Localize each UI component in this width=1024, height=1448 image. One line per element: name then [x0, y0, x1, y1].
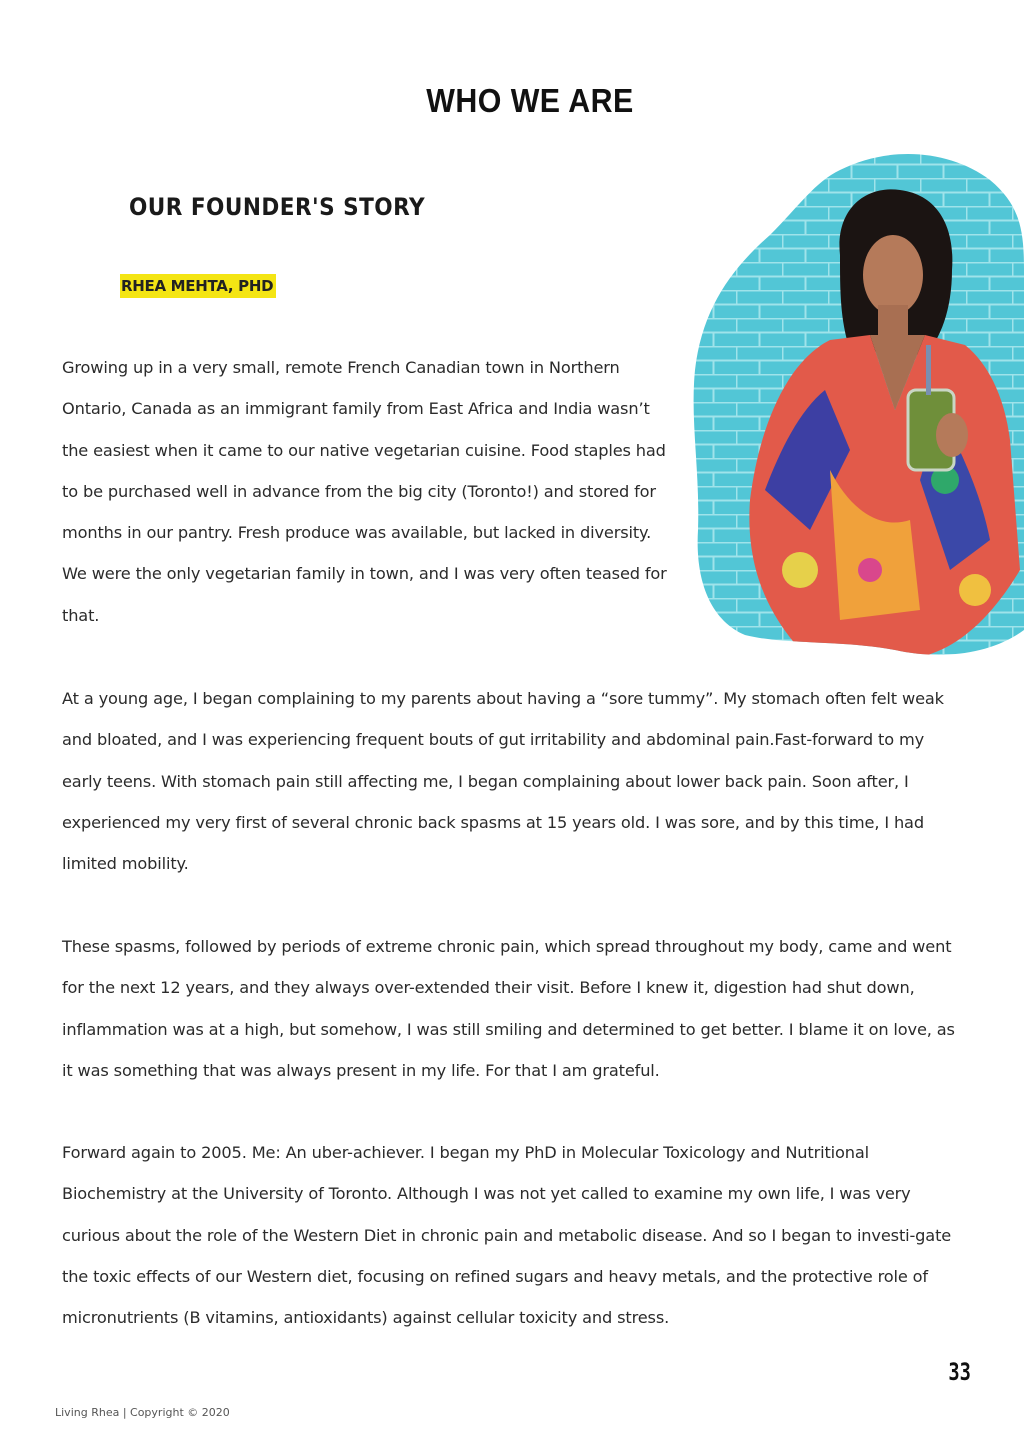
page-number: 33 — [948, 1358, 971, 1386]
footer-copyright: Living Rhea | Copyright © 2020 — [55, 1406, 230, 1419]
founder-photo — [690, 150, 1024, 660]
page-title: WHO WE ARE — [426, 82, 634, 119]
section-subtitle: OUR FOUNDER'S STORY — [129, 193, 426, 221]
author-name-highlight: RHEA MEHTA, PHD — [120, 274, 276, 298]
paragraph-1: Growing up in a very small, remote French Canadian town in Northern Ontario, Canada as an immigrant family from East Africa and India wasn’t the easiest when it came to our native vegetarian cuisine. Food staples had to be purchased well in advance from the big city (Toronto!) and stored for months in our pantry. Fresh produce was available, but lacked in diversity. We were the only vegetarian family in town, and I was very often teased for that. — [62, 358, 667, 625]
paragraph-2: At a young age, I began complaining to my parents about having a “sore tummy”. My stomach often felt weak and bloated, and I was experiencing frequent bouts of gut irritability and abdominal pain.Fast-forward to my early teens. With stomach pain still affecting me, I began complaining about lower back pain. Soon after, I experienced my very first of several chronic back spasms at 15 years old. I was sore, and by this time, I had limited mobility. — [62, 689, 944, 874]
paragraph-4: Forward again to 2005. Me: An uber-achiever. I began my PhD in Molecular Toxicology and Nutritional Biochemistry at the University of Toronto. Although I was not yet called to examine my own life, I was very curious about the role of the Western Diet in chronic pain and metabolic disease. And so I began to investi-gate the toxic effects of our Western diet, focusing on refined sugars and heavy metals, and the protective role of micronutrients (B vitamins, antioxidants) against cellular toxicity and stress. — [62, 1143, 952, 1328]
paragraph-3: These spasms, followed by periods of extreme chronic pain, which spread throughout my body, came and went for the next 12 years, and they always over-extended their visit. Before I knew it, digestion had shut down, inflammation was at a high, but somehow, I was still smiling and determined to get better. I blame it on love, as it was something that was always present in my life. For that I am grateful. — [62, 937, 955, 1080]
